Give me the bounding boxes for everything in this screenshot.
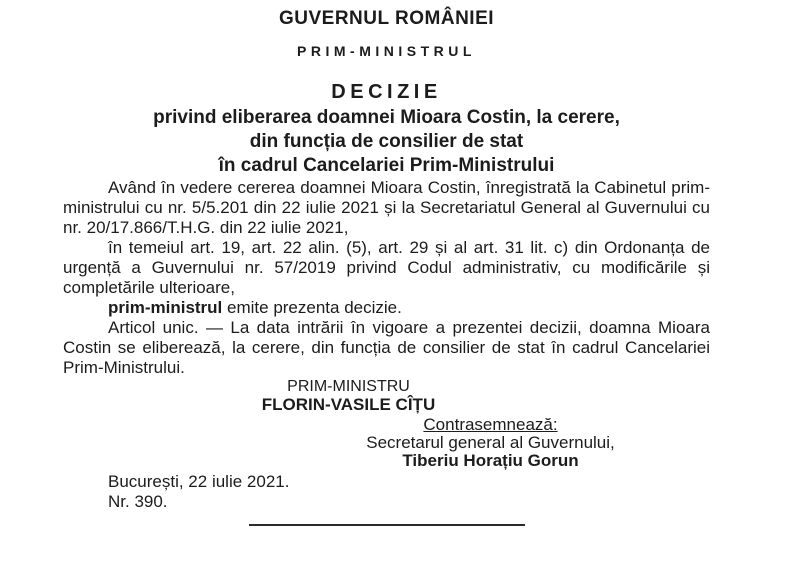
recital-paragraph-1: Având în vedere cererea doamnei Mioara Costin, înregistrată la Cabinetul prim-ministrului cu nr. 5/5.201 din 22 iulie 2021 și la Secretariatul General al Guvernului cu nr. 20/17.866/T.H.G. din 22 iulie 2021,	[63, 178, 710, 237]
decision-subtitle-line-3: în cadrul Cancelariei Prim-Ministrului	[218, 155, 555, 176]
separator-rule	[249, 524, 525, 526]
office-title: PRIM-MINISTRUL	[297, 43, 476, 59]
decision-subtitle	[63, 106, 710, 178]
decision-heading: DECIZIE	[331, 81, 442, 103]
enacting-clause-rest: emite prezenta decizie.	[222, 298, 402, 317]
countersign-role: Secretarul general al Guvernului,	[366, 433, 615, 452]
pm-name: FLORIN-VASILE CÎȚU	[261, 395, 436, 414]
enacting-clause-bold: prim-ministrul	[108, 298, 223, 317]
decision-subtitle-line-2: din funcția de consilier de stat	[249, 131, 524, 152]
decision-number: Nr. 390.	[108, 492, 168, 511]
enacting-clause	[63, 298, 710, 318]
place-date: București, 22 iulie 2021.	[108, 472, 290, 491]
pm-title: PRIM-MINISTRU	[287, 378, 410, 395]
document-footer	[63, 472, 710, 512]
countersign-block	[63, 416, 710, 470]
article-paragraph: Articol unic. — La data intrării în vigoare a prezentei decizii, doamna Mioara Costin se eliberează, la cerere, din funcția de consilier de stat în cadrul Cancelariei Prim-Ministrului.	[63, 318, 710, 377]
decision-subtitle-line-1: privind eliberarea doamnei Mioara Costin, la cerere,	[153, 107, 620, 128]
countersign-name: Tiberiu Horațiu Gorun	[402, 451, 579, 470]
pm-signature-block	[63, 378, 710, 414]
org-title: GUVERNUL ROMÂNIEI	[278, 8, 495, 29]
document-body	[63, 178, 710, 378]
countersign-label: Contrasemnează:	[423, 415, 558, 434]
recital-paragraph-2: în temeiul art. 19, art. 22 alin. (5), art. 29 și al art. 31 lit. c) din Ordonanța de urgență a Guvernului nr. 57/2019 privind Codul administrativ, cu modificările și completările ulterioare,	[63, 238, 710, 297]
